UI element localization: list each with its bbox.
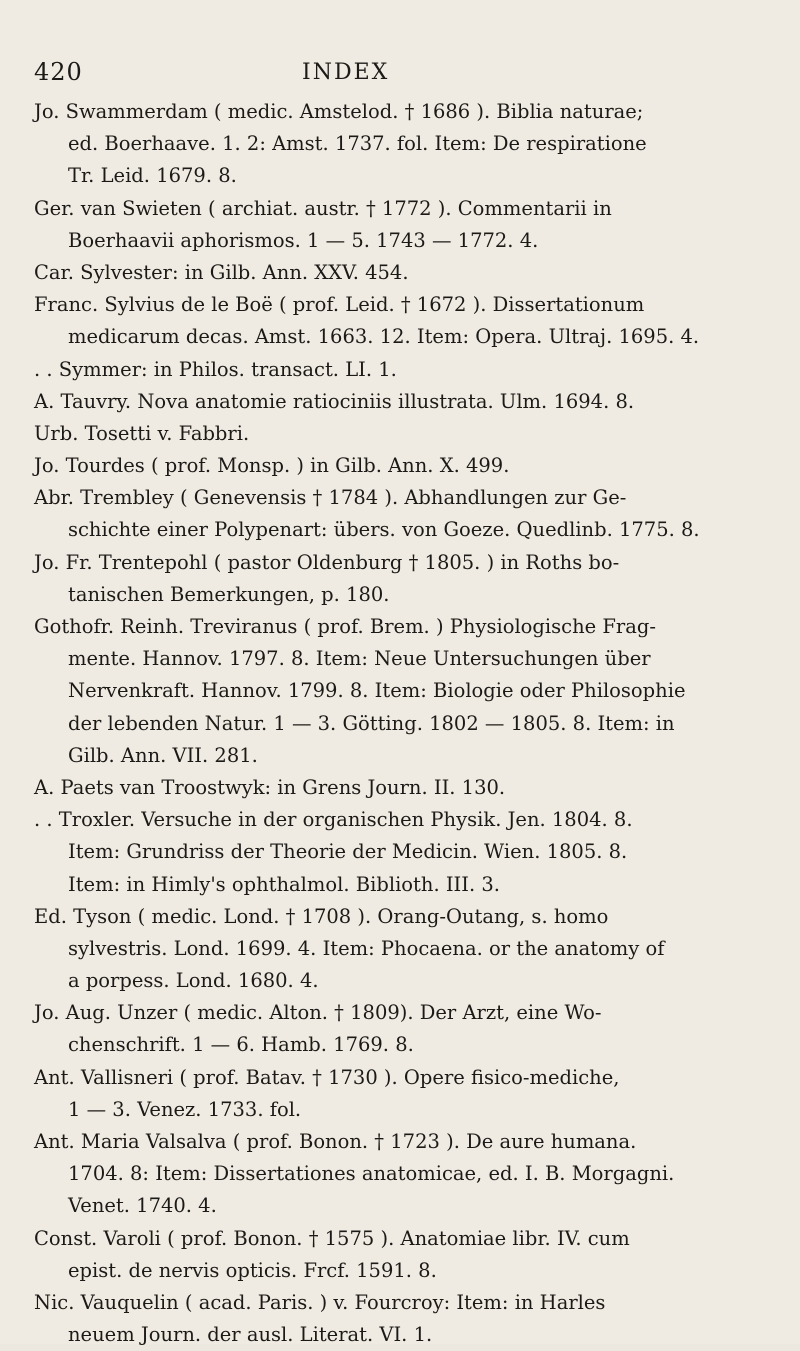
entry-line: tanischen Bemerkungen, p. 180. — [68, 582, 390, 606]
entry-line: neuem Journ. der ausl. Literat. VI. 1. — [68, 1323, 433, 1347]
index-entry — [34, 1126, 780, 1223]
index-entry — [34, 547, 780, 611]
entry-line: medicarum decas. Amst. 1663. 12. Item: Opera. Ultraj. 1695. 4. — [68, 325, 700, 349]
entry-line: sylvestris. Lond. 1699. 4. Item: Phocaena. or the anatomy of — [68, 936, 665, 960]
entry-line: Const. Varoli ( prof. Bonon. † 1575 ). Anatomiae libr. IV. cum — [34, 1226, 630, 1250]
entry-line: Franc. Sylvius de le Boë ( prof. Leid. † 1672 ). Dissertationum — [34, 293, 645, 317]
entry-line: a porpess. Lond. 1680. 4. — [68, 969, 319, 993]
index-entry — [34, 1287, 780, 1351]
entry-line: mente. Hannov. 1797. 8. Item: Neue Untersuchungen über — [68, 647, 651, 671]
entry-line: Venet. 1740. 4. — [68, 1194, 217, 1218]
entry-line: . . Symmer: in Philos. transact. LI. 1. — [34, 357, 397, 381]
entry-line: epist. de nervis opticis. Frcf. 1591. 8. — [68, 1258, 437, 1282]
index-entry — [34, 354, 780, 386]
entry-line: A. Paets van Troostwyk: in Grens Journ. II. 130. — [34, 775, 506, 799]
entry-line: . . Troxler. Versuche in der organischen Physik. Jen. 1804. 8. — [34, 808, 633, 832]
entry-line: Ant. Maria Valsalva ( prof. Bonon. † 1723 ). De aure humana. — [34, 1130, 637, 1153]
entry-line: Tr. Leid. 1679. 8. — [68, 164, 237, 188]
entry-line: Ger. van Swieten ( archiat. austr. † 1772 ). Commentarii in — [34, 196, 612, 220]
page-number: 420 — [34, 58, 83, 86]
entry-line: Nervenkraft. Hannov. 1799. 8. Item: Biologie oder Philosophie — [68, 679, 686, 703]
entry-line: ed. Boerhaave. 1. 2: Amst. 1737. fol. Item: De respiratione — [68, 132, 647, 156]
entry-line: A. Tauvry. Nova anatomie ratiociniis illustrata. Ulm. 1694. 8. — [34, 389, 635, 413]
entry-line: Jo. Fr. Trentepohl ( pastor Oldenburg † 1805. ) in Roths bo- — [34, 550, 620, 574]
index-entry — [34, 1062, 780, 1126]
entry-line: Jo. Aug. Unzer ( medic. Alton. † 1809). Der Arzt, eine Wo- — [34, 1001, 602, 1025]
entry-line: Jo. Swammerdam ( medic. Amstelod. † 1686 ). Biblia naturae; — [34, 100, 644, 123]
index-entries — [34, 96, 780, 1351]
index-entry — [34, 997, 780, 1061]
index-entry — [34, 386, 780, 418]
entry-line: Urb. Tosetti v. Fabbri. — [34, 421, 250, 445]
entry-line: Nic. Vauquelin ( acad. Paris. ) v. Fourcroy: Item: in Harles — [34, 1290, 606, 1314]
entry-line: der lebenden Natur. 1 — 3. Götting. 1802 — 1805. 8. Item: in — [68, 711, 675, 735]
entry-line: Abr. Trembley ( Genevensis † 1784 ). Abhandlungen zur Ge- — [34, 486, 627, 510]
entry-line: Car. Sylvester: in Gilb. Ann. XXV. 454. — [34, 260, 409, 284]
entry-line: Item: Grundriss der Theorie der Medicin. Wien. 1805. 8. — [68, 840, 628, 864]
index-entry — [34, 611, 780, 772]
index-entry — [34, 418, 780, 450]
index-entry — [34, 772, 780, 804]
index-entry — [34, 96, 780, 193]
index-entry — [34, 901, 780, 998]
page-header — [34, 58, 774, 88]
index-entry — [34, 257, 780, 289]
entry-line: 1704. 8: Item: Dissertationes anatomicae, ed. I. B. Morgagni. — [68, 1162, 675, 1186]
index-entry — [34, 804, 780, 901]
running-head: INDEX — [302, 60, 390, 85]
entry-line: Gothofr. Reinh. Treviranus ( prof. Brem. ) Physiologische Frag- — [34, 615, 656, 638]
entry-line: chenschrift. 1 — 6. Hamb. 1769. 8. — [68, 1033, 414, 1057]
entry-line: Boerhaavii aphorismos. 1 — 5. 1743 — 1772. 4. — [68, 228, 539, 252]
entry-line: Ant. Vallisneri ( prof. Batav. † 1730 ). Opere fisico-mediche, — [34, 1065, 620, 1089]
index-entry — [34, 482, 780, 546]
entry-line: Jo. Tourdes ( prof. Monsp. ) in Gilb. Ann. X. 499. — [34, 454, 510, 478]
entry-line: Item: in Himly's ophthalmol. Biblioth. III. 3. — [68, 872, 500, 896]
entry-line: 1 — 3. Venez. 1733. fol. — [68, 1097, 302, 1121]
entry-line: Gilb. Ann. VII. 281. — [68, 743, 258, 767]
index-entry — [34, 289, 780, 353]
index-entry — [34, 1223, 780, 1287]
index-entry — [34, 450, 780, 482]
entry-line: schichte einer Polypenart: übers. von Goeze. Quedlinb. 1775. 8. — [68, 518, 700, 542]
index-entry — [34, 193, 780, 257]
entry-line: Ed. Tyson ( medic. Lond. † 1708 ). Orang-Outang, s. homo — [34, 904, 609, 928]
